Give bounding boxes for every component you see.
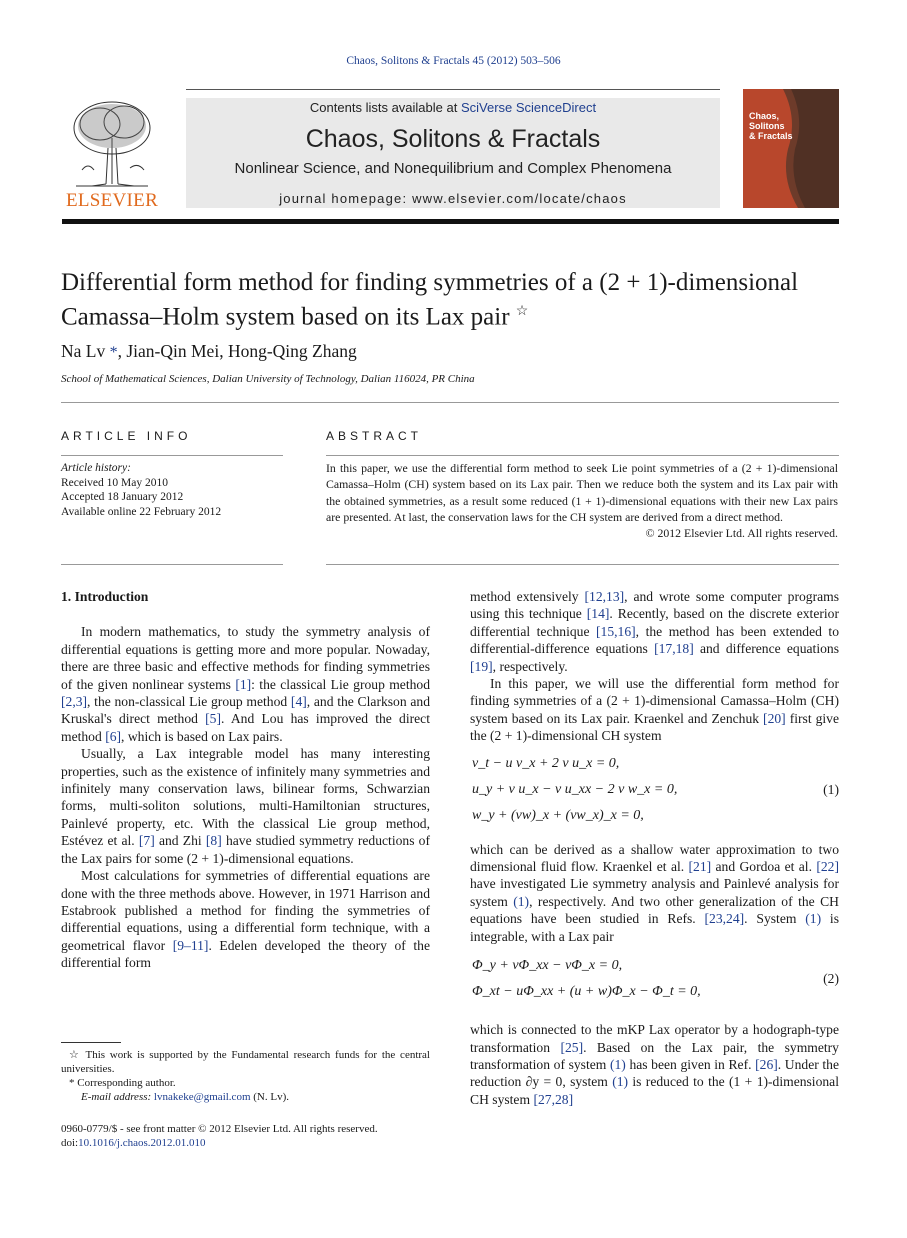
footnote-1-mark: ☆ [69,1049,81,1061]
paragraph [470,588,839,675]
eq2-number: (2) [823,971,839,987]
citation-link[interactable]: [25] [560,1039,584,1055]
citation-link[interactable]: [5] [205,711,221,727]
received-date: Received 10 May 2010 [61,476,168,489]
right-column [470,588,839,1108]
doi-link[interactable]: 10.1016/j.chaos.2012.01.010 [78,1137,206,1149]
eq1-line-3: w_y + (vw)_x + (vw_x)_x = 0, [472,807,644,823]
citation-link[interactable]: (1) [805,911,822,927]
citation-link[interactable]: [7] [138,833,155,849]
article-info-rule [61,455,283,456]
equation-2 [470,957,839,1011]
citation-link[interactable]: [20] [763,710,786,726]
title-line-2 [61,297,851,331]
citation-link[interactable]: [27,28] [533,1091,574,1107]
paragraph [470,1021,839,1108]
text: . Based on the Lax pair, the symmetry transformation of system [470,1039,839,1072]
citation-link[interactable]: [6] [105,728,122,744]
title-rule [61,402,839,403]
paragraph [61,867,430,971]
text: , and the Clarkson and Kruskal's direct method [61,694,430,727]
contents-prefix: Contents lists available at [309,100,461,115]
text: . Under the reduction ∂y = 0, system [470,1056,839,1090]
text: have investigated Lie symmetry analysis and Painlevé analysis for system [470,876,839,909]
text: . System [744,911,806,927]
citation-link[interactable]: (1) [513,893,530,909]
email-label: E-mail address: [81,1091,154,1103]
article-info-bottom-rule [61,564,283,565]
text: . And Lou has improved the direct method [61,711,430,744]
issn-block [61,1122,441,1150]
doi-line [61,1136,441,1150]
journal-subtitle: Nonlinear Science, and Nonequilibrium and Complex Phenomena [234,160,672,177]
journal-header-box [186,98,720,208]
citation-link[interactable]: (1) [609,1056,626,1072]
article-title [61,268,851,331]
text: In this paper, we will use the differential form method for finding symmetries of a (2 + 1)-dimensional Camassa–Holm (CH) system based on its Lax pair. Kraenkel and Zenchuk [470,676,839,726]
email-link[interactable]: lvnakeke@gmail.com [153,1091,251,1103]
text: have studied symmetry reductions of the Lax pairs for some (2 + 1)-dimensional equations. [61,833,431,866]
text: Usually, a Lax integrable model has many interesting properties, such as the existence of infinitely many symmetries and infinitely many conservation laws, bilinear forms, Schwarzian forms, multi-soliton solutions, multi-Hamiltonian structures, Painlevé property, etc. With the classical Lie group method, Estévez et al. [61,746,430,849]
text: and Zhi [154,833,206,849]
footnote-corresponding [61,1076,430,1090]
footnote-2-mark: * [69,1077,75,1089]
paragraph [61,745,430,867]
eq1-number: (1) [823,781,839,797]
citation-link[interactable]: [23,24] [704,911,745,927]
eq2-line-1: Φ_y + vΦ_xx − vΦ_x = 0, [472,958,623,974]
citation-link[interactable]: [1] [235,676,252,692]
journal-citation[interactable]: Chaos, Solitons & Fractals 45 (2012) 503–506 [346,55,561,67]
affiliation: School of Mathematical Sciences, Dalian University of Technology, Dalian 116024, PR China [61,373,475,385]
header-thick-rule [62,219,839,224]
online-date: Available online 22 February 2012 [61,505,222,518]
journal-name: Chaos, Solitons & Fractals [305,125,601,153]
elsevier-tree-icon [62,98,162,190]
accepted-date: Accepted 18 January 2012 [61,491,184,503]
left-column [61,588,430,972]
footnote-2-text: Corresponding author. [77,1077,176,1089]
title-line-1: Differential form method for finding symmetries of a (2 + 1)-dimensional [61,269,799,296]
citation-link[interactable]: [26] [755,1056,778,1072]
text: is integrable, with a Lax pair [470,911,840,944]
journal-cover [743,89,839,208]
footnote-email [61,1090,430,1104]
text: . Edelen developed the theory of the differential form [61,937,430,971]
abstract-bottom-rule [326,564,839,565]
footnotes [61,1048,430,1104]
journal-homepage[interactable]: journal homepage: www.elsevier.com/locate/chaos [279,191,627,206]
text: has been given in Ref. [625,1056,756,1072]
section-1-heading: 1. Introduction [61,589,149,604]
paragraph [470,675,839,745]
authors-rest: , Jian-Qin Mei, Hong-Qing Zhang [117,341,357,361]
citation-link[interactable]: [22] [816,859,839,875]
citation-link[interactable]: [19] [470,658,493,674]
eq1-line-1: v_t − u v_x + 2 v u_x = 0, [472,755,620,771]
paragraph [470,841,839,945]
citation-link[interactable]: [17,18] [654,641,694,657]
elsevier-wordmark: ELSEVIER [65,190,159,211]
citation-link[interactable]: (1) [612,1074,629,1090]
text: method extensively [470,589,585,604]
text: , the non-classical Lie group method [87,694,291,710]
corresponding-mark[interactable]: * [109,344,118,361]
authors [61,341,357,362]
issn-line: 0960-0779/$ - see front matter © 2012 Elsevier Ltd. All rights reserved. [61,1123,378,1135]
article-info-heading: ARTICLE INFO [61,429,192,443]
citation-link[interactable]: [14] [586,606,610,622]
header-rule [186,89,720,90]
history-label: Article history: [61,462,131,474]
footnote-rule [61,1042,121,1043]
author-1: Na Lv [61,341,106,361]
abstract-heading: ABSTRACT [326,429,423,443]
text: which can be derived as a shallow water approximation to two dimensional fluid flow. Kraenkel et al. [470,841,839,875]
citation-link[interactable]: [12,13] [584,589,625,604]
title-footnote-mark[interactable]: ☆ [515,304,529,319]
text: In modern mathematics, to study the symmetry analysis of differential equations is getting more and more popular. Nowaday, there are three basic and effective methods for finding symmetries of the given nonlinear systems [61,624,430,692]
abstract-rule [326,455,839,456]
citation-link[interactable]: [4] [290,694,307,710]
equation-1 [470,755,839,835]
text: is reduced to the (1 + 1)-dimensional CH system [470,1074,839,1107]
citation-link[interactable]: [8] [205,833,222,849]
email-suffix: (N. Lv). [250,1091,289,1103]
citation-link[interactable]: [9–11] [172,937,209,953]
abstract-text: In this paper, we use the differential form method to seek Lie point symmetries of a (2 + 1)-dimensional Camassa–Holm (CH) system based on its Lax pair. Then we reduce both the system and its Lax pair with the obtained symmetries, as a result some reduced (1 + 1)-dimensional equations with their new Lax pairs are presented. At last, the conservation laws for the CH system are derived from a direct method. [326,461,838,524]
cover-texture-icon [743,89,839,208]
title-line-2-text: Camassa–Holm system based on its Lax pair [61,303,510,331]
text: , and wrote some computer programs using this technique [470,589,840,622]
contents-line [186,100,720,115]
text: , respectively. [492,658,568,674]
footnote-funding [61,1048,430,1076]
text: which is connected to the mKP Lax operator by a hodograph-type transformation [470,1022,839,1055]
text: . Recently, based on the discrete exterior differential technique [470,606,839,639]
citation-link[interactable]: [15,16] [596,623,636,639]
text: , the method has been extended to differential-difference equations [470,623,840,657]
text: and difference equations [693,641,839,657]
text: and Gordoa et al. [711,859,817,875]
text: Most calculations for symmetries of differential equations are done with the three methods above. However, in 1971 Harrison and Estabrook published a method for finding the symmetries of differential equations, using a differential form technique, with a geometrical flavor [61,868,430,953]
doi-label: doi: [61,1137,79,1149]
text: , respectively. And two other generalization of the CH equations have been studied in Refs. [470,893,839,927]
cover-title: Chaos, Solitons & Fractals [749,111,793,141]
citation-link[interactable]: [2,3] [61,694,88,710]
text: first give the (2 + 1)-dimensional CH system [470,710,839,744]
text: : the classical Lie group method [251,676,430,692]
eq2-line-2: Φ_xt − uΦ_xx + (u + w)Φ_x − Φ_t = 0, [472,984,701,1000]
eq1-line-2: u_y + v u_x − v u_xx − 2 v w_x = 0, [472,781,678,797]
paragraph [61,623,430,745]
sciencedirect-link[interactable]: SciVerse ScienceDirect [460,100,597,115]
article-history [61,461,221,519]
abstract [326,460,838,541]
text: , which is based on Lax pairs. [121,728,283,744]
footnote-1-text: This work is supported by the Fundamental research funds for the central universities. [61,1049,430,1075]
citation-link[interactable]: [21] [688,859,712,875]
abstract-copyright: © 2012 Elsevier Ltd. All rights reserved. [645,526,838,541]
